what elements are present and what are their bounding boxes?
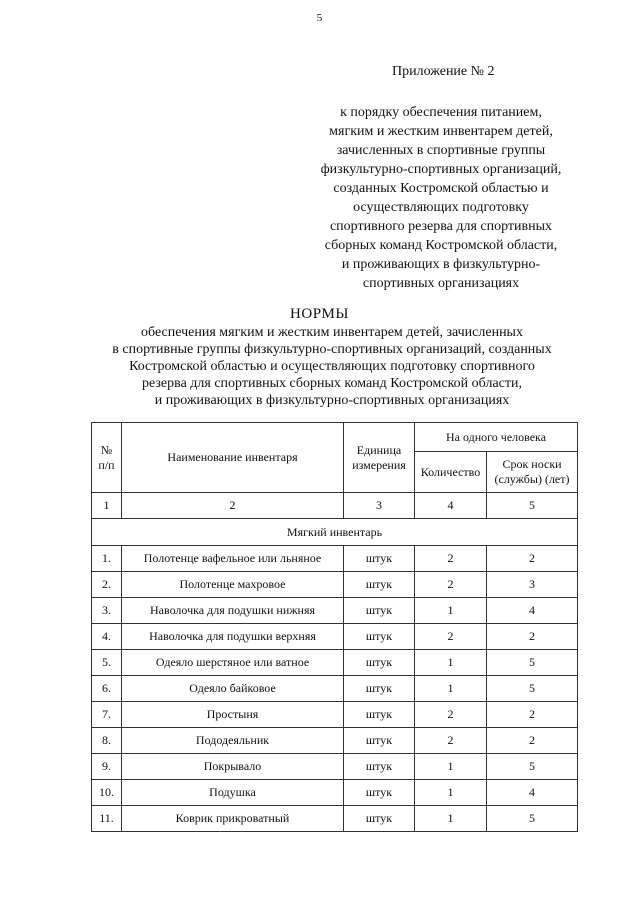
quantity-cell: 2 <box>415 572 487 598</box>
term-cell: 2 <box>487 702 578 728</box>
term-cell: 5 <box>487 650 578 676</box>
appendix-title: Приложение № 2 <box>392 64 495 79</box>
quantity-cell: 1 <box>415 676 487 702</box>
quantity-cell: 2 <box>415 546 487 572</box>
header-number-line1: № <box>100 442 113 457</box>
subtitle-line: в спортивные группы физкультурно-спортивных организаций, созданных <box>112 342 552 357</box>
table-row <box>92 806 578 832</box>
header-term-line2: (службы) (лет) <box>494 472 570 486</box>
quantity-cell: 1 <box>415 754 487 780</box>
subtitle-line: Костромской областью и осуществляющих подготовку спортивного <box>129 359 535 374</box>
unit-cell: штук <box>344 624 415 650</box>
row-number: 4. <box>92 624 122 650</box>
appendix-line: и проживающих в физкультурно- <box>341 257 541 272</box>
row-number: 11. <box>92 806 122 832</box>
header-unit <box>344 423 415 493</box>
item-name: Покрывало <box>122 754 344 780</box>
column-number: 2 <box>122 493 344 519</box>
item-name: Одеяло шерстяное или ватное <box>122 650 344 676</box>
appendix-line: осуществляющих подготовку <box>353 200 529 215</box>
table-row <box>92 598 578 624</box>
item-name: Полотенце махровое <box>122 572 344 598</box>
column-number: 3 <box>344 493 415 519</box>
appendix-description <box>306 103 576 293</box>
header-number <box>92 423 122 493</box>
term-cell: 2 <box>487 546 578 572</box>
norms-title: НОРМЫ <box>290 306 349 322</box>
unit-cell: штук <box>344 598 415 624</box>
header-quantity: Количество <box>415 452 487 493</box>
row-number: 9. <box>92 754 122 780</box>
table-row <box>92 650 578 676</box>
term-cell: 3 <box>487 572 578 598</box>
appendix-line: сборных команд Костромской области, <box>324 238 558 253</box>
quantity-cell: 2 <box>415 728 487 754</box>
term-cell: 5 <box>487 754 578 780</box>
unit-cell: штук <box>344 702 415 728</box>
table-row <box>92 676 578 702</box>
item-name: Коврик прикроватный <box>122 806 344 832</box>
unit-cell: штук <box>344 546 415 572</box>
unit-cell: штук <box>344 780 415 806</box>
row-number: 10. <box>92 780 122 806</box>
appendix-line: зачисленных в спортивные группы <box>336 143 546 158</box>
quantity-cell: 2 <box>415 702 487 728</box>
row-number: 6. <box>92 676 122 702</box>
norms-subtitle <box>72 324 592 409</box>
quantity-cell: 1 <box>415 598 487 624</box>
column-number: 1 <box>92 493 122 519</box>
quantity-cell: 1 <box>415 806 487 832</box>
table-row <box>92 624 578 650</box>
page-number: 5 <box>316 12 323 24</box>
header-unit-line2: измерения <box>352 457 406 472</box>
item-name: Наволочка для подушки верхняя <box>122 624 344 650</box>
row-number: 8. <box>92 728 122 754</box>
appendix-line: мягким и жестким инвентарем детей, <box>329 124 553 139</box>
unit-cell: штук <box>344 572 415 598</box>
item-name: Наволочка для подушки нижняя <box>122 598 344 624</box>
row-number: 2. <box>92 572 122 598</box>
header-per-person: На одного человека <box>415 423 578 452</box>
quantity-cell: 1 <box>415 650 487 676</box>
term-cell: 2 <box>487 728 578 754</box>
subtitle-line: обеспечения мягким и жестким инвентарем детей, зачисленных <box>141 325 523 340</box>
item-name: Подушка <box>122 780 344 806</box>
item-name: Полотенце вафельное или льняное <box>122 546 344 572</box>
term-cell: 4 <box>487 598 578 624</box>
inventory-norms-table <box>91 422 578 832</box>
term-cell: 5 <box>487 676 578 702</box>
appendix-line: к порядку обеспечения питанием, <box>340 105 542 120</box>
table-row <box>92 546 578 572</box>
unit-cell: штук <box>344 728 415 754</box>
header-number-line2: п/п <box>98 457 115 472</box>
column-number-row <box>92 493 578 519</box>
quantity-cell: 1 <box>415 780 487 806</box>
row-number: 3. <box>92 598 122 624</box>
table-row <box>92 702 578 728</box>
unit-cell: штук <box>344 754 415 780</box>
item-name: Пододеяльник <box>122 728 344 754</box>
unit-cell: штук <box>344 676 415 702</box>
header-term <box>487 452 578 493</box>
unit-cell: штук <box>344 650 415 676</box>
table-row <box>92 754 578 780</box>
row-number: 5. <box>92 650 122 676</box>
unit-cell: штук <box>344 806 415 832</box>
section-row <box>92 519 578 546</box>
item-name: Простыня <box>122 702 344 728</box>
appendix-line: физкультурно-спортивных организаций, <box>320 162 562 177</box>
row-number: 1. <box>92 546 122 572</box>
header-unit-line1: Единица <box>356 442 402 457</box>
table-row <box>92 728 578 754</box>
section-title: Мягкий инвентарь <box>92 519 578 546</box>
header-name: Наименование инвентаря <box>122 423 344 493</box>
term-cell: 2 <box>487 624 578 650</box>
column-number: 5 <box>487 493 578 519</box>
appendix-line: спортивных организациях <box>362 276 520 291</box>
row-number: 7. <box>92 702 122 728</box>
quantity-cell: 2 <box>415 624 487 650</box>
appendix-line: спортивного резерва для спортивных <box>329 219 553 234</box>
header-term-line1: Срок носки <box>502 457 562 471</box>
term-cell: 5 <box>487 806 578 832</box>
table-row <box>92 780 578 806</box>
column-number: 4 <box>415 493 487 519</box>
subtitle-line: резерва для спортивных сборных команд Костромской области, <box>142 376 522 391</box>
subtitle-line: и проживающих в физкультурно-спортивных организациях <box>154 393 510 408</box>
term-cell: 4 <box>487 780 578 806</box>
item-name: Одеяло байковое <box>122 676 344 702</box>
table-row <box>92 572 578 598</box>
appendix-line: созданных Костромской областью и <box>333 181 549 196</box>
